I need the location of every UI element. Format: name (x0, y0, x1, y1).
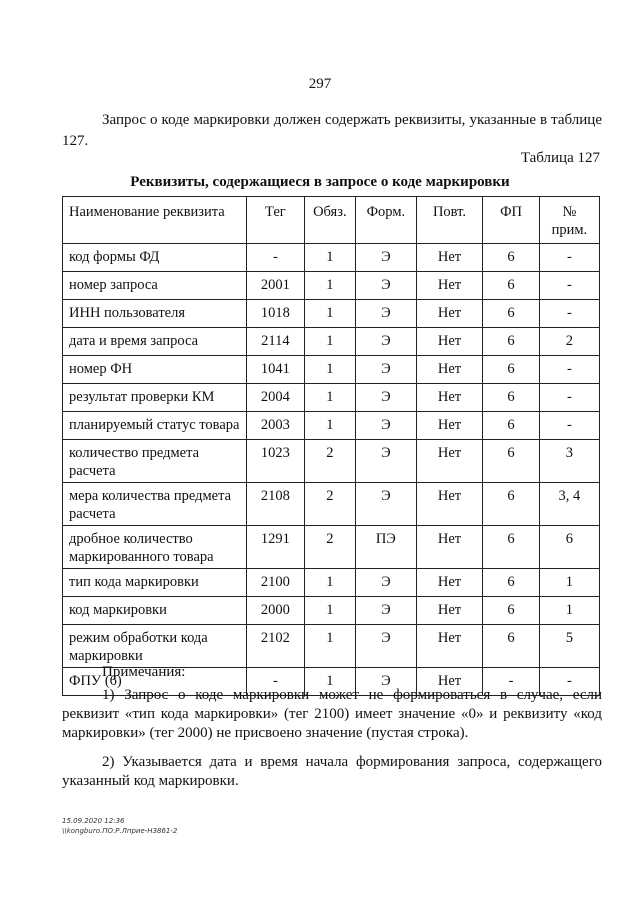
cell-required: 1 (304, 668, 355, 696)
cell-tag: 2004 (247, 384, 305, 412)
cell-required: 2 (304, 483, 355, 526)
cell-repeat: Нет (416, 328, 483, 356)
cell-format: ПЭ (356, 526, 417, 569)
cell-format: Э (356, 272, 417, 300)
cell-fp: - (483, 668, 539, 696)
cell-repeat: Нет (416, 483, 483, 526)
cell-name: номер запроса (63, 272, 247, 300)
cell-note-number: 1 (539, 569, 599, 597)
cell-repeat: Нет (416, 384, 483, 412)
cell-required: 1 (304, 272, 355, 300)
cell-note-number: 5 (539, 625, 599, 668)
cell-repeat: Нет (416, 668, 483, 696)
cell-fp: 6 (483, 412, 539, 440)
table-row (63, 440, 600, 483)
cell-tag: 1041 (247, 356, 305, 384)
cell-fp: 6 (483, 440, 539, 483)
cell-required: 1 (304, 597, 355, 625)
cell-note-number: - (539, 412, 599, 440)
cell-name: номер ФН (63, 356, 247, 384)
note-item: 1) Запрос о коде маркировки может не формироваться в случае, если реквизит «тип кода маркировки» (тег 2100) имеет значение «0» и реквизиту «код маркировки» (тег 2000) не присвоено значение (пустая строка). (62, 687, 602, 741)
cell-note-number: 1 (539, 597, 599, 625)
header-tag: Тег (247, 197, 305, 244)
stamp-date: 15.09.2020 12:36 (62, 817, 125, 825)
cell-format: Э (356, 244, 417, 272)
cell-format: Э (356, 440, 417, 483)
cell-tag: - (247, 668, 305, 696)
cell-repeat: Нет (416, 526, 483, 569)
cell-tag: 1023 (247, 440, 305, 483)
cell-name: ИНН пользователя (63, 300, 247, 328)
cell-tag: 2102 (247, 625, 305, 668)
header-note-number: № прим. (539, 197, 599, 244)
cell-note-number: - (539, 384, 599, 412)
table-row (63, 597, 600, 625)
cell-format: Э (356, 597, 417, 625)
note-item: 2) Указывается дата и время начала формирования запроса, содержащего указанный код маркировки. (62, 754, 602, 789)
cell-format: Э (356, 569, 417, 597)
cell-note-number: 3 (539, 440, 599, 483)
cell-format: Э (356, 300, 417, 328)
table-row (63, 300, 600, 328)
cell-format: Э (356, 668, 417, 696)
header-repeat: Повт. (416, 197, 483, 244)
table-label: Таблица 127 (520, 150, 600, 166)
cell-format: Э (356, 412, 417, 440)
stamp-path: \\kongburo.ПО.Р.Лприе-Н3861-2 (62, 827, 178, 835)
cell-repeat: Нет (416, 356, 483, 384)
cell-name: код формы ФД (63, 244, 247, 272)
cell-fp: 6 (483, 597, 539, 625)
cell-tag: - (247, 244, 305, 272)
table-row (63, 384, 600, 412)
footer-stamp (62, 816, 177, 836)
cell-fp: 6 (483, 328, 539, 356)
cell-fp: 6 (483, 384, 539, 412)
cell-name: мера количества предмета расчета (63, 483, 247, 526)
cell-tag: 2000 (247, 597, 305, 625)
cell-note-number: - (539, 668, 599, 696)
cell-tag: 1018 (247, 300, 305, 328)
cell-note-number: 2 (539, 328, 599, 356)
page-number: 297 (308, 76, 332, 92)
cell-tag: 2001 (247, 272, 305, 300)
cell-fp: 6 (483, 244, 539, 272)
table-row (63, 569, 600, 597)
cell-required: 1 (304, 412, 355, 440)
table-row (63, 328, 600, 356)
cell-format: Э (356, 328, 417, 356)
cell-note-number: - (539, 356, 599, 384)
cell-required: 1 (304, 244, 355, 272)
cell-note-number: 6 (539, 526, 599, 569)
cell-required: 1 (304, 569, 355, 597)
cell-format: Э (356, 356, 417, 384)
table-body (63, 244, 600, 696)
cell-repeat: Нет (416, 412, 483, 440)
header-fp: ФП (483, 197, 539, 244)
cell-fp: 6 (483, 483, 539, 526)
cell-repeat: Нет (416, 440, 483, 483)
cell-fp: 6 (483, 356, 539, 384)
cell-required: 1 (304, 384, 355, 412)
cell-repeat: Нет (416, 300, 483, 328)
cell-fp: 6 (483, 272, 539, 300)
cell-note-number: 3, 4 (539, 483, 599, 526)
cell-name: тип кода маркировки (63, 569, 247, 597)
cell-repeat: Нет (416, 625, 483, 668)
notes-title: Примечания: (102, 664, 186, 680)
cell-required: 1 (304, 300, 355, 328)
header-format: Форм. (356, 197, 417, 244)
table-row (63, 483, 600, 526)
cell-repeat: Нет (416, 597, 483, 625)
table-row (63, 272, 600, 300)
cell-format: Э (356, 625, 417, 668)
table-row (63, 412, 600, 440)
cell-fp: 6 (483, 526, 539, 569)
cell-required: 2 (304, 526, 355, 569)
cell-tag: 2003 (247, 412, 305, 440)
cell-note-number: - (539, 300, 599, 328)
cell-note-number: - (539, 272, 599, 300)
cell-name: режим обработки кода маркировки (63, 625, 247, 668)
table-title: Реквизиты, содержащиеся в запросе о коде маркировки (130, 174, 510, 190)
cell-tag: 1291 (247, 526, 305, 569)
header-required: Обяз. (304, 197, 355, 244)
cell-name: дробное количество маркированного товара (63, 526, 247, 569)
cell-name: планируемый статус товара (63, 412, 247, 440)
table-header-row (63, 197, 600, 244)
table-row (63, 356, 600, 384)
cell-name: результат проверки КМ (63, 384, 247, 412)
requisites-table (62, 196, 600, 696)
cell-name: ФПУ (6) (63, 668, 247, 696)
cell-tag: 2114 (247, 328, 305, 356)
cell-fp: 6 (483, 300, 539, 328)
cell-required: 1 (304, 328, 355, 356)
cell-tag: 2108 (247, 483, 305, 526)
cell-repeat: Нет (416, 569, 483, 597)
table-row (63, 625, 600, 668)
cell-required: 1 (304, 356, 355, 384)
cell-format: Э (356, 483, 417, 526)
cell-name: количество предмета расчета (63, 440, 247, 483)
table-row (63, 526, 600, 569)
cell-required: 1 (304, 625, 355, 668)
intro-paragraph: Запрос о коде маркировки должен содержать реквизиты, указанные в таблице 127. (62, 112, 602, 149)
cell-format: Э (356, 384, 417, 412)
cell-fp: 6 (483, 569, 539, 597)
cell-note-number: - (539, 244, 599, 272)
notes-section (62, 663, 602, 801)
cell-repeat: Нет (416, 244, 483, 272)
header-name: Наименование реквизита (63, 197, 247, 244)
cell-name: дата и время запроса (63, 328, 247, 356)
cell-tag: 2100 (247, 569, 305, 597)
cell-fp: 6 (483, 625, 539, 668)
table-row (63, 244, 600, 272)
cell-required: 2 (304, 440, 355, 483)
cell-name: код маркировки (63, 597, 247, 625)
cell-repeat: Нет (416, 272, 483, 300)
